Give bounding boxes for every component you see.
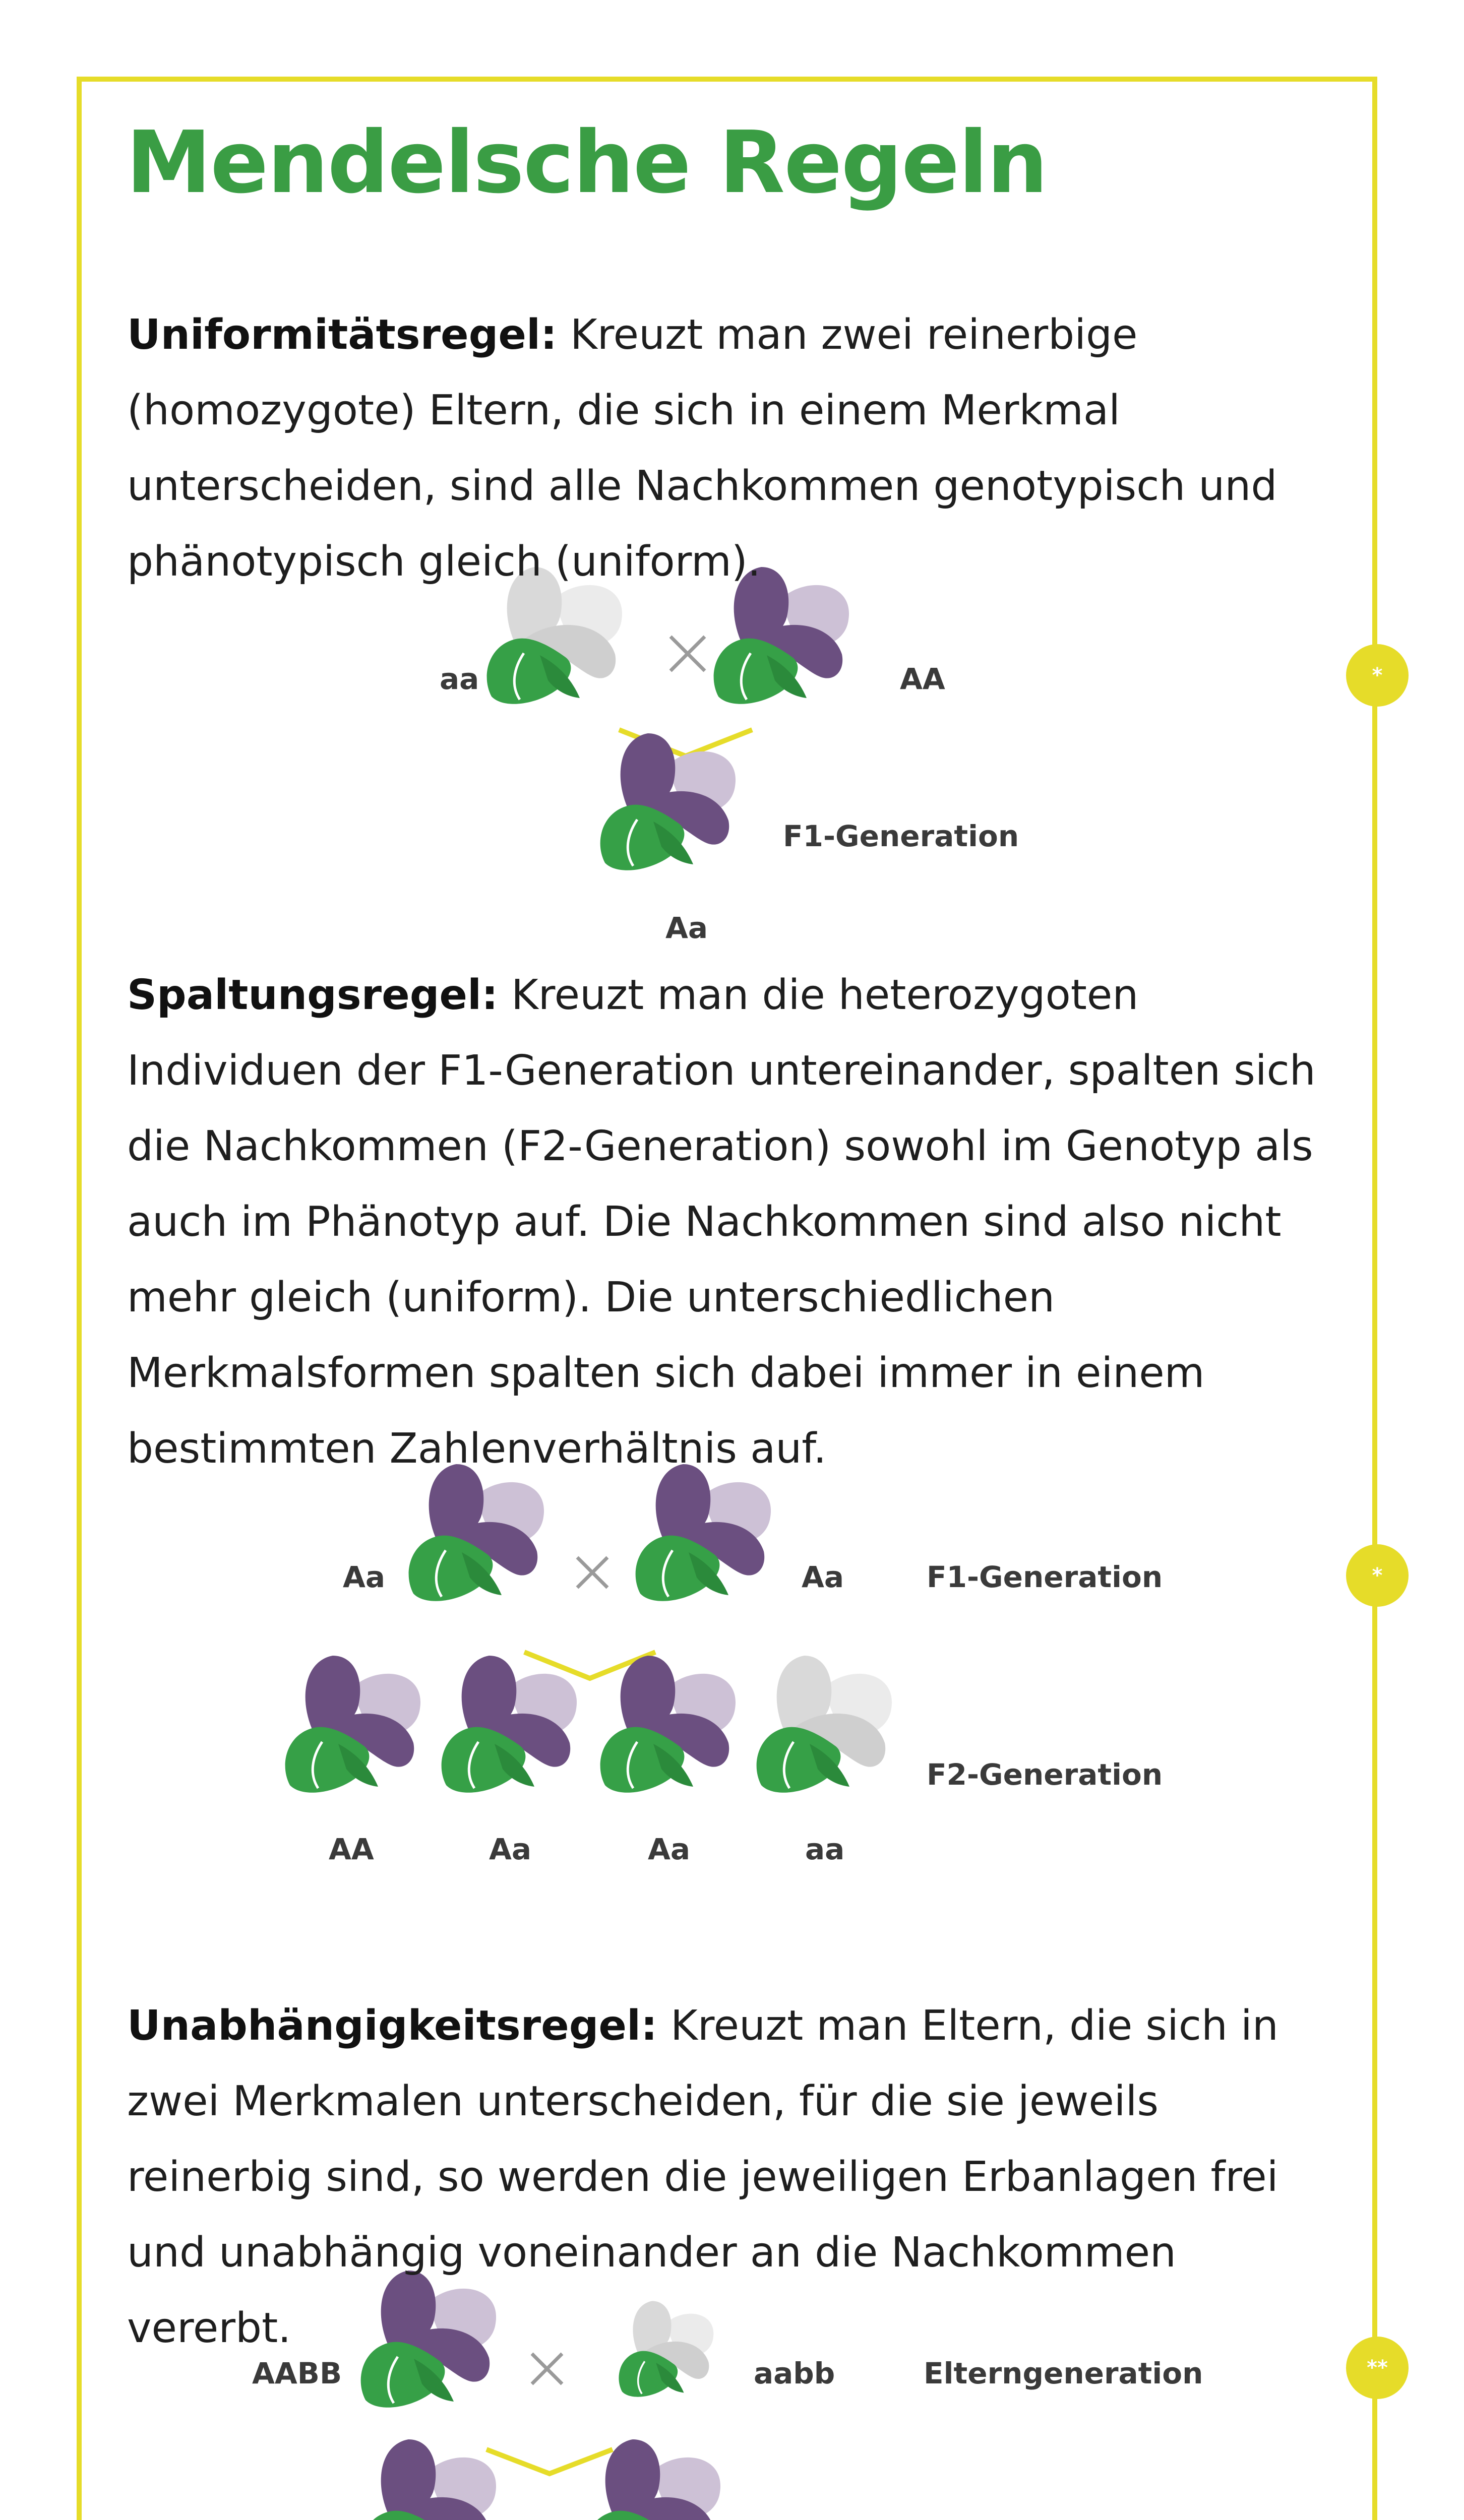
marker-label: * [1372,1564,1383,1587]
genotype-label: aabb [754,2356,835,2390]
genotype-label: aa [805,1832,845,1866]
generation-label: F2-Generation [927,1757,1163,1792]
rule-heading: Spaltungsregel: [127,971,498,1019]
genotype-label: aa [440,662,479,696]
rule-text: Kreuzt man Eltern, die sich in zwei Merkmalen unterscheiden, für die sie jeweils reinerbig sind, so werden die jeweiligen Erbanlagen frei und unabhängig voneinander an die Nachkommen vererbt. [127,2002,1278,2352]
rule-heading: Uniformitätsregel: [127,311,557,359]
generation-label: F1-Generation [927,1560,1163,1594]
genotype-label: AA [329,1832,374,1866]
marker-label: ** [1367,2356,1388,2379]
rule-segregation [127,958,1337,1487]
rule-uniformity [127,297,1337,600]
rule-independence [127,1988,1337,2366]
genotype-label: Aa [343,1560,386,1594]
genotype-label: AABB [252,2356,342,2390]
marker-single-asterisk [1346,1544,1409,1607]
rule-text: Kreuzt man die heterozygoten Individuen der F1-Generation untereinander, spalten sich die Nachkommen (F2-Generation) sowohl im Genotyp als auch im Phänotyp auf. Die Nachkommen sind also nicht mehr gleich (uniform). Die unterschiedlichen Merkmalsformen spalten sich dabei immer in einem bestimmten Zahlenverhältnis auf. [127,971,1316,1473]
genotype-label: AA [900,662,945,696]
genotype-label: Aa [648,1832,691,1866]
marker-label: * [1372,664,1383,687]
rule-heading: Unabhängigkeitsregel: [127,2002,657,2050]
generation-label: F1-Generation [783,819,1019,853]
marker-single-asterisk [1346,644,1409,707]
generation-label: Elterngeneration [924,2356,1203,2390]
page-title: Mendelsche Regeln [126,113,1047,213]
marker-double-asterisk [1346,2337,1409,2399]
genotype-label: Aa [802,1560,844,1594]
genotype-label: Aa [665,911,708,945]
rule-text: Kreuzt man zwei reinerbige (homozygote) Eltern, die sich in einem Merkmal unterscheiden, sind alle Nachkommen genotypisch und phänotypisch gleich (uniform). [127,311,1277,586]
genotype-label: Aa [489,1832,532,1866]
